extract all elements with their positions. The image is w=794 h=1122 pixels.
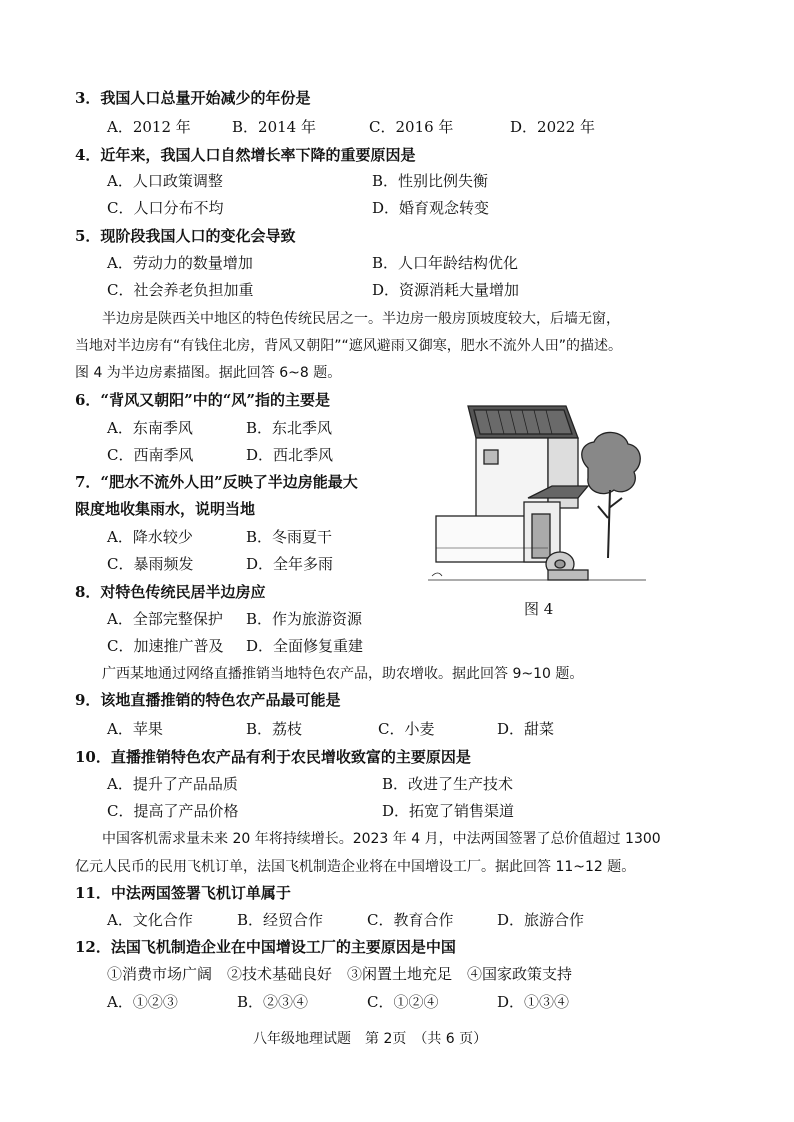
q5-option-a: A．劳动力的数量增加 bbox=[107, 254, 253, 272]
q10-option-c: C．提高了产品价格 bbox=[107, 802, 239, 820]
q9-option-c: C．小麦 bbox=[378, 720, 435, 738]
q7-stem-line2: 限度地收集雨水，说明当地 bbox=[75, 500, 256, 518]
q8-option-b: B．作为旅游资源 bbox=[246, 610, 363, 628]
q3-option-b: B．2014 年 bbox=[232, 118, 316, 136]
q12-option-c: C．①②④ bbox=[367, 993, 439, 1011]
q7-stem-line1: 7．“肥水不流外人田”反映了半边房能最大 bbox=[75, 473, 358, 491]
q4-option-c: C．人口分布不均 bbox=[107, 199, 224, 217]
q9-option-b: B．荔枝 bbox=[246, 720, 303, 738]
figure-caption: 图 4 bbox=[524, 600, 554, 618]
q6-option-c: C．西南季风 bbox=[107, 446, 194, 464]
half-house-sketch bbox=[428, 398, 646, 586]
passage3-line2: 亿元人民币的民用飞机订单，法国飞机制造企业将在中国增设工厂。据此回答 11~12 题。 bbox=[75, 859, 636, 875]
q11-stem: 11．中法两国签署飞机订单属于 bbox=[75, 884, 291, 902]
q11-option-b: B．经贸合作 bbox=[237, 911, 324, 929]
q3-option-d: D．2022 年 bbox=[510, 118, 595, 136]
q3-option-a: A．2012 年 bbox=[107, 118, 191, 136]
q5-option-c: C．社会养老负担加重 bbox=[107, 281, 254, 299]
passage3-line1: 中国客机需求量未来 20 年将持续增长。2023 年 4 月，中法两国签署了总价值超过 1300 bbox=[102, 831, 661, 847]
q7-option-b: B．冬雨夏干 bbox=[246, 528, 333, 546]
q6-option-d: D．西北季风 bbox=[246, 446, 334, 464]
q7-option-c: C．暴雨频发 bbox=[107, 555, 194, 573]
q6-option-b: B．东北季风 bbox=[246, 419, 333, 437]
q4-option-d: D．婚育观念转变 bbox=[372, 199, 490, 217]
q12-option-a: A．①②③ bbox=[107, 993, 178, 1011]
q12-option-d: D．①③④ bbox=[497, 993, 570, 1011]
q8-option-a: A．全部完整保护 bbox=[107, 610, 223, 628]
q5-option-d: D．资源消耗大量增加 bbox=[372, 281, 520, 299]
q9-option-d: D．甜菜 bbox=[497, 720, 555, 738]
q10-stem: 10．直播推销特色农产品有利于农民增收致富的主要原因是 bbox=[75, 748, 471, 766]
q11-option-c: C．教育合作 bbox=[367, 911, 454, 929]
q6-stem: 6．“背风又朝阳”中的“风”指的主要是 bbox=[75, 391, 330, 409]
q10-option-d: D．拓宽了销售渠道 bbox=[382, 802, 515, 820]
q10-option-b: B．改进了生产技术 bbox=[382, 775, 514, 793]
q9-option-a: A．苹果 bbox=[107, 720, 163, 738]
q12-option-b: B．②③④ bbox=[237, 993, 309, 1011]
q10-option-a: A．提升了产品品质 bbox=[107, 775, 238, 793]
q4-option-a: A．人口政策调整 bbox=[107, 172, 223, 190]
q12-stem: 12．法国飞机制造企业在中国增设工厂的主要原因是中国 bbox=[75, 938, 456, 956]
q11-option-d: D．旅游合作 bbox=[497, 911, 585, 929]
passage1-line1: 半边房是陕西关中地区的特色传统民居之一。半边房一般房顶坡度较大，后墙无窗， bbox=[102, 311, 620, 327]
page-footer: 八年级地理试题 第 2页 （共 6 页） bbox=[253, 1031, 488, 1047]
q11-option-a: A．文化合作 bbox=[107, 911, 193, 929]
q5-stem: 5．现阶段我国人口的变化会导致 bbox=[75, 227, 296, 245]
q7-option-d: D．全年多雨 bbox=[246, 555, 334, 573]
q12-reasons: ①消费市场广阔 ②技术基础良好 ③闲置土地充足 ④国家政策支持 bbox=[107, 965, 573, 983]
q6-option-a: A．东南季风 bbox=[107, 419, 193, 437]
q5-option-b: B．人口年龄结构优化 bbox=[372, 254, 519, 272]
passage2-line1: 广西某地通过网络直播推销当地特色农产品，助农增收。据此回答 9~10 题。 bbox=[102, 666, 584, 682]
q8-option-d: D．全面修复重建 bbox=[246, 637, 364, 655]
q7-option-a: A．降水较少 bbox=[107, 528, 193, 546]
q9-stem: 9．该地直播推销的特色农产品最可能是 bbox=[75, 691, 341, 709]
q8-option-c: C．加速推广普及 bbox=[107, 637, 224, 655]
passage1-line2: 当地对半边房有“有钱住北房，背风又朝阳”“遮风避雨又御寒，肥水不流外人田”的描述。 bbox=[75, 338, 623, 354]
q4-option-b: B．性别比例失衡 bbox=[372, 172, 489, 190]
q3-option-c: C．2016 年 bbox=[369, 118, 454, 136]
passage1-line3: 图 4 为半边房素描图。据此回答 6~8 题。 bbox=[75, 365, 342, 381]
q4-stem: 4．近年来，我国人口自然增长率下降的重要原因是 bbox=[75, 146, 416, 164]
q3-stem: 3．我国人口总量开始减少的年份是 bbox=[75, 89, 311, 107]
q8-stem: 8．对特色传统民居半边房应 bbox=[75, 583, 266, 601]
